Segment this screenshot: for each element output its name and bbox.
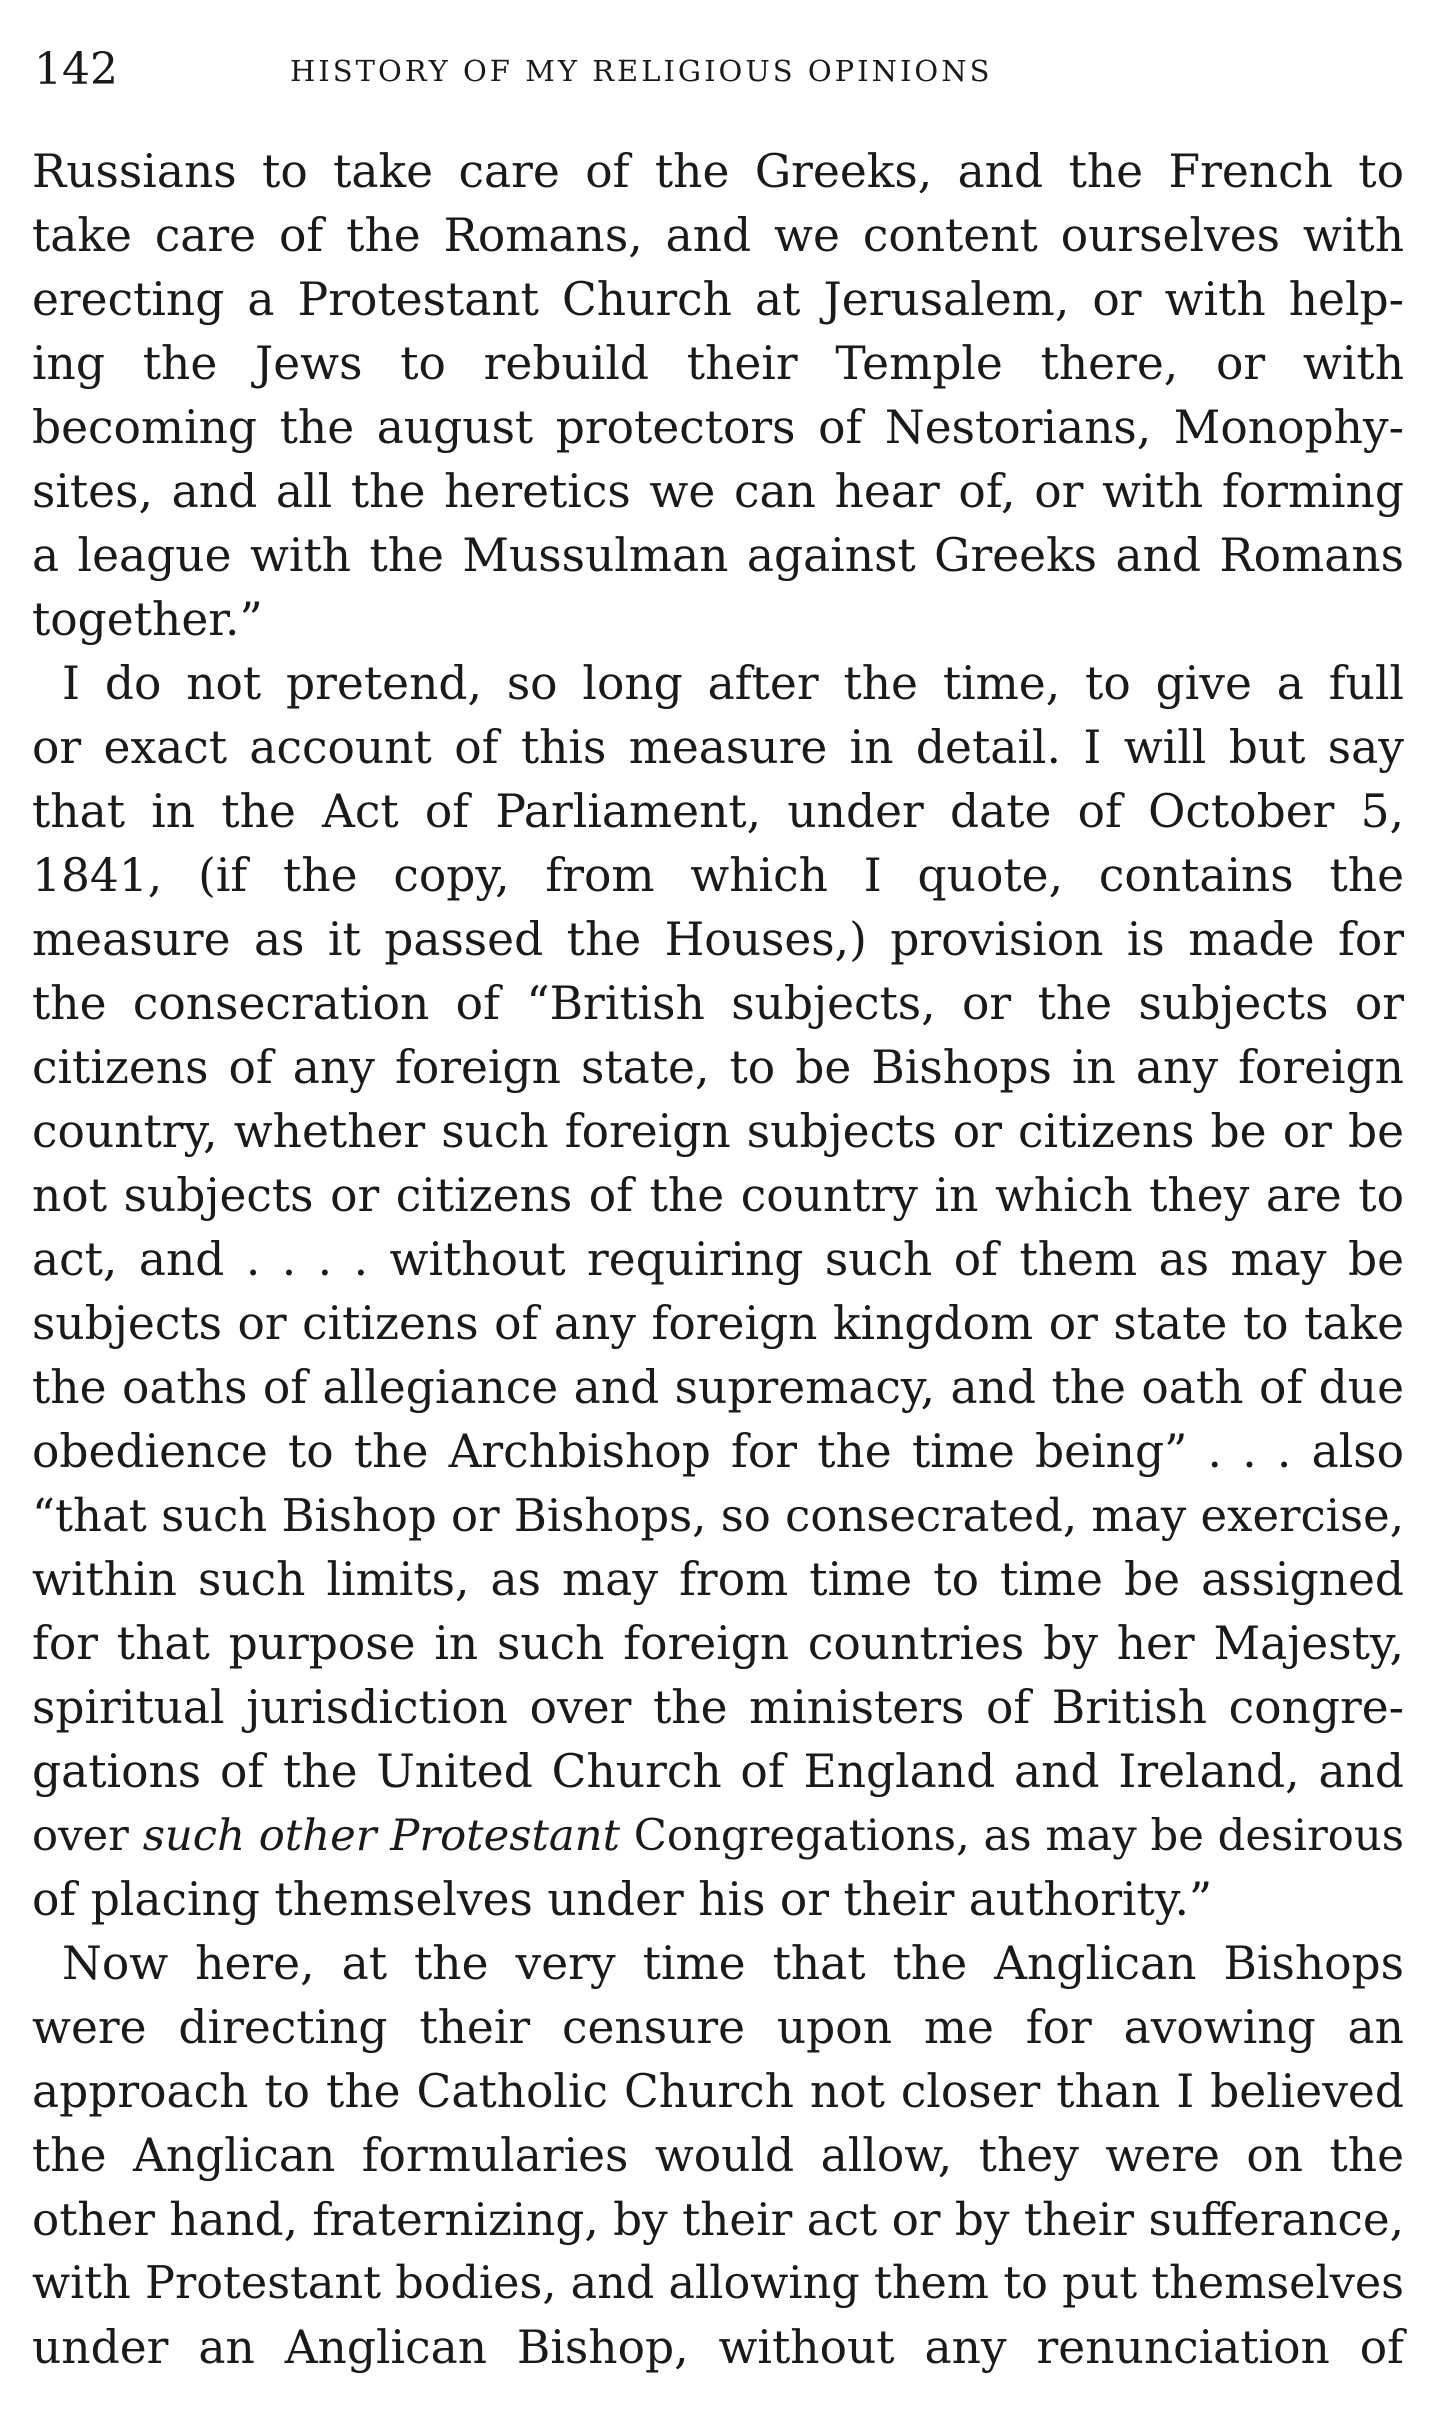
text-line: sites, and all the heretics we can hear of, or with forming xyxy=(32,465,1404,518)
text-line: I do not pretend, so long after the time, to give a full xyxy=(62,657,1404,710)
text-line: “that such Bishop or Bishops, so consecrated, may exercise, xyxy=(32,1489,1404,1542)
running-head xyxy=(32,40,1404,100)
text-line: take care of the Romans, and we content ourselves with xyxy=(32,209,1404,262)
text-line: of placing themselves under his or their authority.” xyxy=(32,1873,1213,1926)
page-number: 142 xyxy=(34,44,118,95)
text-line: a league with the Mussulman against Greeks and Romans xyxy=(32,529,1404,582)
text-line: subjects or citizens of any foreign kingdom or state to take xyxy=(32,1297,1404,1350)
text-segment: over xyxy=(32,1811,143,1861)
paragraph-3 xyxy=(32,1932,1404,2380)
book-page xyxy=(32,40,1404,2380)
text-line: measure as it passed the Houses,) provision is made for xyxy=(32,913,1404,966)
italic-phrase: such other Protestant xyxy=(142,1811,620,1861)
text-line: the consecration of “British subjects, or the subjects or xyxy=(32,977,1404,1030)
text-line: with Protestant bodies, and allowing them to put themselves xyxy=(32,2258,1404,2309)
text-line: together.” xyxy=(32,593,263,646)
text-line: within such limits, as may from time to time be assigned xyxy=(32,1553,1404,1606)
text-line: approach to the Catholic Church not closer than I believed xyxy=(32,2065,1404,2118)
text-line: Russians to take care of the Greeks, and the French to xyxy=(32,145,1404,198)
running-title: HISTORY OF MY RELIGIOUS OPINIONS xyxy=(290,54,993,88)
text-line: or exact account of this measure in detail. I will but say xyxy=(32,721,1404,774)
text-line: were directing their censure upon me for avowing an xyxy=(32,2001,1404,2054)
text-line-with-italic xyxy=(32,1804,1404,1868)
text-line: 1841, (if the copy, from which I quote, contains the xyxy=(32,849,1404,902)
text-line: act, and . . . . without requiring such of them as may be xyxy=(32,1233,1404,1286)
text-line: obedience to the Archbishop for the time being” . . . also xyxy=(32,1425,1404,1478)
text-line: not subjects or citizens of the country in which they are to xyxy=(32,1169,1404,1222)
text-line: the oaths of allegiance and supremacy, and the oath of due xyxy=(32,1361,1404,1414)
text-line: Now here, at the very time that the Anglican Bishops xyxy=(62,1937,1404,1990)
text-line: that in the Act of Parliament, under date of October 5, xyxy=(32,785,1404,838)
text-line: under an Anglican Bishop, without any renunciation of xyxy=(32,2321,1404,2374)
text-line: the Anglican formularies would allow, they were on the xyxy=(32,2129,1404,2182)
text-line: spiritual jurisdiction over the ministers of British congre- xyxy=(32,1681,1404,1734)
text-line: citizens of any foreign state, to be Bishops in any foreign xyxy=(32,1041,1404,1094)
text-line: becoming the august protectors of Nestorians, Monophy- xyxy=(32,401,1404,454)
text-line: erecting a Protestant Church at Jerusalem, or with help- xyxy=(32,273,1404,326)
text-line: ing the Jews to rebuild their Temple there, or with xyxy=(32,337,1404,390)
paragraph-2 xyxy=(32,652,1404,1932)
text-line: for that purpose in such foreign countries by her Majesty, xyxy=(32,1617,1404,1670)
text-line: gations of the United Church of England and Ireland, and xyxy=(32,1745,1404,1798)
text-segment: Congregations, as may be desirous xyxy=(619,1811,1404,1861)
text-line: other hand, fraternizing, by their act or by their sufferance, xyxy=(32,2193,1404,2246)
body-text xyxy=(32,140,1404,2380)
paragraph-1 xyxy=(32,140,1404,652)
text-line: country, whether such foreign subjects or citizens be or be xyxy=(32,1105,1404,1158)
